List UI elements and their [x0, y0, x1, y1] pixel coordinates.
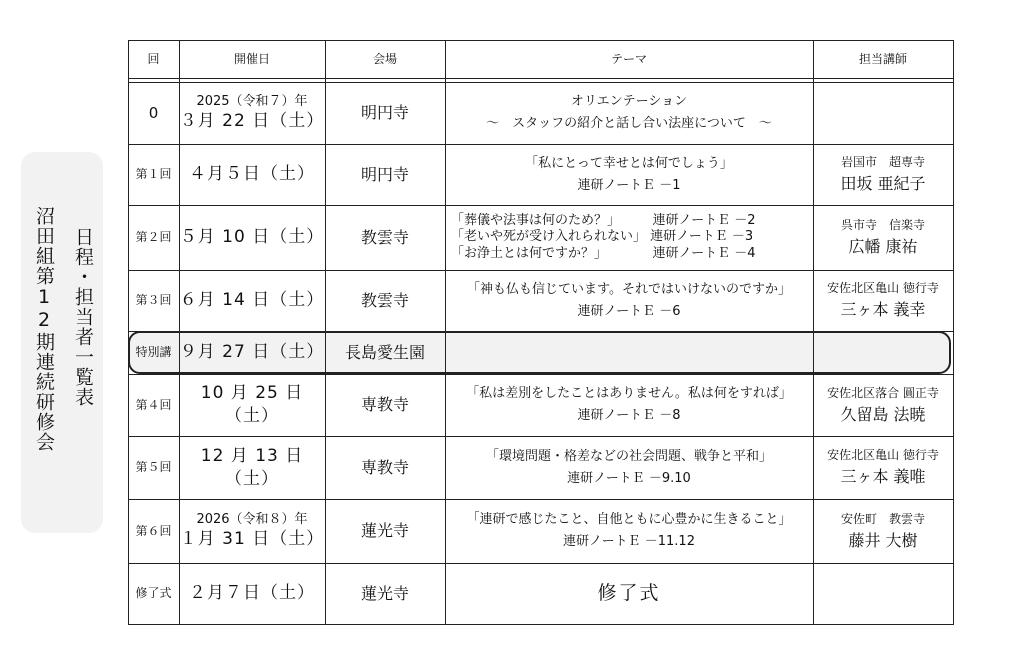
row-lecturer	[813, 270, 953, 331]
header-date: 開催日	[233, 51, 270, 66]
row-date: ２月７日（土）	[189, 583, 315, 604]
theme-line2: 「老いや死が受け入れられない」 連研ノートＥ －3	[451, 229, 754, 245]
theme-line2: 連研ノートＥ －9.10	[567, 470, 691, 486]
schedule-table	[128, 40, 954, 625]
theme-line2: 連研ノートＥ －1	[577, 177, 681, 193]
lecturer-name: 藤井 大樹	[848, 530, 918, 550]
row-lecturer	[813, 144, 953, 205]
row-date: ５月 10 日（土）	[179, 227, 325, 248]
theme-line1: 「環境問題・格差などの社会問題、戦争と平和」	[485, 448, 772, 464]
row-venue: 長島愛生園	[344, 342, 425, 362]
row-venue: 教雲寺	[360, 290, 409, 310]
row-venue: 明円寺	[360, 103, 409, 123]
row-date: ９月 27 日（土）	[179, 342, 325, 363]
row-round: 0	[148, 103, 159, 122]
theme-line1: 「神も仏も信じています。それではいけないのですか」	[467, 281, 791, 297]
row-lecturer	[813, 205, 953, 270]
header-theme: テーマ	[610, 51, 647, 66]
row-round: 第１回	[135, 167, 172, 182]
row-venue: 明円寺	[360, 164, 409, 184]
row-lecturer	[813, 374, 953, 436]
row-year: 2026（令和８）年	[196, 511, 308, 527]
lecturer-name: 広幡 康祐	[848, 237, 918, 257]
row-round: 特別講	[135, 345, 172, 360]
row-theme	[445, 499, 813, 563]
theme-line1: オリエンテーション	[570, 94, 688, 110]
row-venue: 蓮光寺	[360, 583, 409, 603]
row-round: 第６回	[135, 523, 172, 538]
theme-line2: 連研ノートＥ －8	[577, 408, 681, 423]
theme-line1: 「私にとって幸せとは何でしょう」	[525, 155, 733, 171]
row-lecturer	[813, 436, 953, 499]
row-date: 12 月 13 日（土）	[200, 445, 304, 489]
row-date	[179, 82, 325, 144]
lecturer-name: 久留島 法暁	[840, 404, 926, 424]
row-venue: 専教寺	[360, 457, 409, 477]
row-theme	[445, 82, 813, 144]
row-date-text: １月 31 日（土）	[179, 529, 325, 550]
schedule-title: 日程・担当者一覧表	[72, 227, 94, 407]
theme-line2: 連研ノートＥ －6	[577, 303, 681, 319]
row-venue: 専教寺	[360, 395, 409, 415]
lecturer-name: 三ヶ本 義唯	[840, 467, 926, 487]
theme-line2: ～ スタッフの紹介と話し合い法座について ～	[486, 116, 772, 131]
lecturer-location: 安佐町 教雲寺	[840, 511, 925, 526]
row-round: 第５回	[135, 460, 172, 475]
theme-line1: 「連研で感じたこと、自他ともに心豊かに生きること」	[466, 512, 792, 528]
row-round: 第３回	[135, 293, 172, 308]
lecturer-name: 三ヶ本 義幸	[840, 300, 926, 320]
header-lecturer: 担当講師	[858, 51, 907, 66]
row-date-text: ３月 22 日（土）	[179, 111, 325, 132]
theme-line1: 「葬儀や法事は何のため？」 連研ノートＥ －2	[451, 213, 756, 229]
row-round: 修了式	[135, 586, 172, 601]
row-round: 第２回	[135, 230, 172, 245]
row-date	[179, 499, 325, 563]
row-venue: 蓮光寺	[360, 521, 409, 541]
lecturer-location: 安佐北区亀山 徳行寺	[827, 281, 939, 296]
row-theme	[445, 270, 813, 331]
row-date: ６月 14 日（土）	[179, 290, 325, 311]
row-lecturer	[813, 499, 953, 563]
row-round: 第４回	[135, 397, 172, 412]
row-theme: 修了式	[597, 581, 661, 604]
lecturer-name: 田坂 亜紀子	[840, 174, 926, 194]
lecturer-location: 安佐北区亀山 徳行寺	[827, 448, 939, 463]
theme-line1: 「私は差別をしたことはありません。私は何をすれば」	[466, 386, 792, 402]
theme-line3: 「お浄土とは何ですか？」 連研ノートＥ －4	[451, 245, 756, 261]
header-round: 回	[147, 51, 160, 66]
row-theme	[445, 205, 813, 270]
row-date: ４月５日（土）	[189, 164, 315, 185]
header-venue: 会場	[372, 51, 397, 66]
row-theme	[445, 436, 813, 499]
row-theme	[445, 144, 813, 205]
theme-line2: 連研ノートＥ －11.12	[563, 534, 695, 549]
lecturer-location: 呉市寺 信楽寺	[840, 218, 925, 233]
lecturer-location: 岩国市 超専寺	[840, 155, 925, 170]
row-year: 2025（令和７）年	[196, 93, 308, 109]
row-theme	[445, 374, 813, 436]
series-title: 沼田組第12期連続研修会	[33, 206, 55, 452]
row-date: 10 月 25 日（土）	[200, 383, 304, 426]
row-venue: 教雲寺	[360, 227, 409, 247]
lecturer-location: 安佐北区落合 圓正寺	[827, 385, 939, 400]
